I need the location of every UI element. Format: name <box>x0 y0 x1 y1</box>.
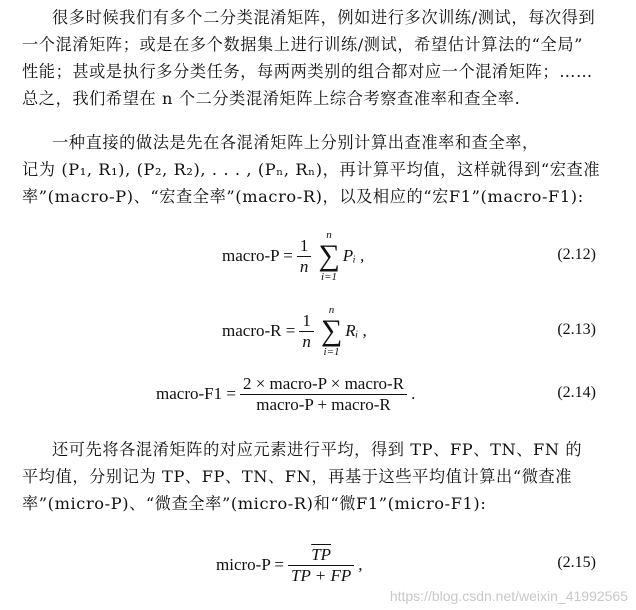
paragraph-macro-average <box>22 129 612 210</box>
text-line: 很多时候我们有多个二分类混淆矩阵，例如进行多次训练/测试，每次得到 <box>52 8 596 27</box>
numerator: 2 × macro-P × macro-R <box>242 373 405 393</box>
equation-number: (2.14) <box>557 384 596 401</box>
text-line: 总之，我们希望在 n 个二分类混淆矩阵上综合考察查准率和查全率. <box>22 89 521 108</box>
numerator: 1 <box>299 235 309 255</box>
sigma-symbol: ∑ <box>320 314 343 347</box>
text-line: 一个混淆矩阵；或是在多个数据集上进行训练/测试，希望估计算法的“全局” <box>22 35 584 54</box>
text-line: 记为 (P₁, R₁), (P₂, R₂), . . . , (Pₙ, Rₙ)，再计算平均值，这样就得到“宏查准 <box>22 160 601 179</box>
watermark-url: https://blog.csdn.net/weixin_41992565 <box>389 588 628 604</box>
fraction <box>240 374 407 415</box>
equation-lhs: micro-P = <box>216 555 284 574</box>
equation-number: (2.15) <box>557 554 596 571</box>
text-line: 性能；甚或是执行多分类任务，每两两类别的组合都对应一个混淆矩阵；…… <box>22 62 593 81</box>
denominator: n <box>299 256 309 276</box>
sum-lower-limit: i=1 <box>323 346 340 358</box>
equation-2-15 <box>0 540 636 590</box>
text-line: 一种直接的做法是先在各混淆矩阵上分别计算出查准率和查全率， <box>52 133 539 152</box>
text-line: 还可先将各混淆矩阵的对应元素进行平均，得到 TP、FP、TN、FN 的 <box>52 440 583 459</box>
denominator: macro-P + macro-R <box>256 394 391 414</box>
equation-2-13 <box>0 303 636 359</box>
equation-lhs: macro-R = <box>222 321 296 340</box>
sigma-symbol: ∑ <box>318 239 340 272</box>
fraction <box>297 236 312 277</box>
paragraph-multiple-confusion-matrices <box>22 4 612 112</box>
summation <box>321 304 342 358</box>
denominator: n <box>302 331 311 351</box>
equation-lhs: macro-F1 = <box>156 384 236 403</box>
equation-tail: . <box>411 384 416 403</box>
text-line: 率”(macro-P)、“宏查全率”(macro-R)，以及相应的“宏F1”(macro-F1): <box>22 187 584 206</box>
equation-2-14 <box>0 370 636 418</box>
sum-upper-limit: n <box>328 304 335 316</box>
denominator: TP + FP <box>290 565 352 585</box>
numerator: 1 <box>302 310 311 330</box>
summation <box>318 229 339 283</box>
equation-2-12 <box>0 228 636 284</box>
sum-upper-limit: n <box>326 229 332 241</box>
fraction <box>299 311 314 352</box>
equation-number: (2.12) <box>557 246 596 263</box>
text-line: 率”(micro-P)、“微查全率”(micro-R)和“微F1”(micro-F1): <box>22 494 487 513</box>
equation-tail: , <box>358 555 363 574</box>
equation-lhs: macro-P = <box>222 246 293 265</box>
sum-lower-limit: i=1 <box>321 271 337 283</box>
fraction <box>288 545 354 586</box>
numerator: $\overline{TP}$ <box>311 544 332 564</box>
text-line: 平均值，分别记为 TP、FP、TN、FN，再基于这些平均值计算出“微查准 <box>22 467 573 486</box>
summand: Pᵢ , <box>342 246 365 265</box>
equation-number: (2.13) <box>557 321 596 338</box>
paragraph-micro-average <box>22 436 612 517</box>
summand: Rᵢ , <box>345 321 367 340</box>
